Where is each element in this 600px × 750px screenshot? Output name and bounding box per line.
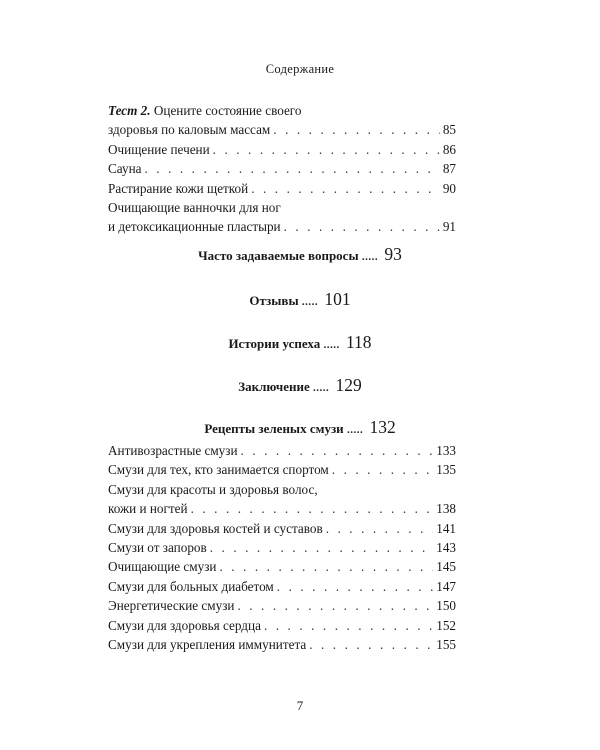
toc-entry-page: 87 bbox=[442, 161, 456, 177]
toc-entry-label: Очищающие смузи bbox=[108, 559, 217, 575]
chapter-faq bbox=[0, 244, 600, 265]
dot-leader bbox=[191, 499, 434, 518]
toc-entry-label: и детоксикационные пластыри bbox=[108, 219, 281, 235]
dot-leader bbox=[213, 140, 440, 159]
chapter-page: 132 bbox=[369, 417, 396, 437]
toc-entry-test2 bbox=[108, 120, 456, 139]
chapter-dot-leader: ..... bbox=[346, 424, 364, 436]
chapter-page: 101 bbox=[324, 289, 351, 309]
toc-entry-page: 90 bbox=[442, 180, 456, 196]
toc-entry bbox=[108, 538, 456, 557]
dot-leader bbox=[220, 557, 434, 576]
dot-leader bbox=[326, 519, 434, 538]
toc-entry-beauty bbox=[108, 499, 456, 518]
dot-leader bbox=[144, 159, 439, 178]
toc-section-detox bbox=[108, 101, 456, 237]
toc-entry-page: 150 bbox=[436, 598, 456, 614]
toc-entry bbox=[108, 441, 456, 460]
chapter-success-stories bbox=[0, 332, 600, 353]
toc-entry-label: Смузи для здоровья сердца bbox=[108, 617, 261, 633]
toc-entry bbox=[108, 616, 456, 635]
toc-entry-label: Смузи для больных диабетом bbox=[108, 578, 274, 594]
running-header: Содержание bbox=[265, 62, 335, 76]
toc-entry-page: 86 bbox=[442, 141, 456, 157]
dot-leader bbox=[284, 217, 440, 236]
toc-entry-label: Антивозрастные смузи bbox=[108, 443, 238, 458]
toc-entry-test2-line1 bbox=[108, 101, 456, 120]
dot-leader bbox=[273, 120, 440, 139]
chapter-dot-leader: ..... bbox=[301, 296, 319, 308]
toc-entry bbox=[108, 460, 456, 479]
toc-entry-label: Сауна bbox=[108, 161, 142, 177]
toc-entry-label: Смузи от запоров bbox=[108, 540, 207, 556]
chapter-title: Рецепты зеленых смузи bbox=[204, 421, 344, 436]
dot-leader bbox=[237, 596, 433, 615]
toc-entry-page: 138 bbox=[436, 501, 456, 517]
chapter-conclusion bbox=[0, 375, 600, 396]
toc-entry bbox=[108, 635, 456, 654]
toc-entry-label: Смузи для здоровья костей и суставов bbox=[108, 520, 323, 536]
toc-entry-page: 152 bbox=[436, 617, 456, 633]
dot-leader bbox=[264, 616, 433, 635]
dot-leader bbox=[210, 538, 433, 557]
chapter-dot-leader: ..... bbox=[312, 382, 330, 394]
test-title-line1: Оцените состояние своего bbox=[153, 103, 302, 118]
toc-entry-beauty-line1: Смузи для красоты и здоровья волос, bbox=[108, 481, 318, 497]
toc-entry-label: Энергетические смузи bbox=[108, 598, 235, 614]
toc-entry-page: 147 bbox=[436, 578, 456, 594]
toc-entry bbox=[108, 140, 456, 159]
chapter-page: 93 bbox=[384, 244, 402, 264]
dot-leader bbox=[277, 577, 433, 596]
toc-entry-page: 141 bbox=[436, 520, 456, 536]
chapter-dot-leader: ..... bbox=[361, 251, 379, 263]
toc-entry bbox=[108, 179, 456, 198]
dot-leader bbox=[241, 441, 434, 460]
chapter-dot-leader: ..... bbox=[323, 339, 340, 351]
toc-entry bbox=[108, 159, 456, 178]
chapter-title: Часто задаваемые вопросы bbox=[198, 248, 359, 263]
test-label: Тест 2. bbox=[108, 103, 151, 118]
toc-entry bbox=[108, 577, 456, 596]
toc-entry bbox=[108, 557, 456, 576]
dot-leader bbox=[332, 460, 433, 479]
toc-section-smoothies bbox=[108, 441, 456, 654]
toc-entry bbox=[108, 596, 456, 615]
chapter-page: 129 bbox=[335, 375, 362, 395]
chapter-reviews bbox=[0, 289, 600, 310]
toc-entry-page: 135 bbox=[436, 462, 456, 478]
chapter-title: Отзывы bbox=[249, 293, 299, 308]
page-number: 7 bbox=[296, 698, 304, 713]
toc-entry-page: 155 bbox=[436, 637, 456, 653]
toc-entry-footbath bbox=[108, 217, 456, 236]
toc-entry-label: здоровья по каловым массам bbox=[108, 122, 271, 138]
dot-leader bbox=[309, 635, 433, 654]
toc-entry-page: 133 bbox=[436, 443, 456, 458]
chapter-title: Истории успеха bbox=[228, 336, 321, 351]
chapter-title: Заключение bbox=[238, 379, 310, 394]
toc-entry-label: Смузи для укрепления иммунитета bbox=[108, 637, 307, 653]
toc-entry-label: Очищение печени bbox=[108, 141, 210, 157]
toc-entry-page: 91 bbox=[442, 219, 456, 235]
chapter-smoothie-recipes bbox=[0, 417, 600, 438]
toc-entry bbox=[108, 519, 456, 538]
dot-leader bbox=[251, 179, 440, 198]
toc-entry-label: Растирание кожи щеткой bbox=[108, 180, 249, 196]
toc-entry-footbath-line1: Очищающие ванночки для ног bbox=[108, 200, 281, 216]
toc-entry-label: Смузи для тех, кто занимается спортом bbox=[108, 462, 329, 478]
toc-entry-page: 143 bbox=[436, 540, 456, 556]
toc-entry-label: кожи и ногтей bbox=[108, 501, 188, 517]
toc-entry-page: 145 bbox=[436, 559, 456, 575]
chapter-page: 118 bbox=[345, 332, 372, 352]
toc-entry-page: 85 bbox=[442, 122, 456, 138]
